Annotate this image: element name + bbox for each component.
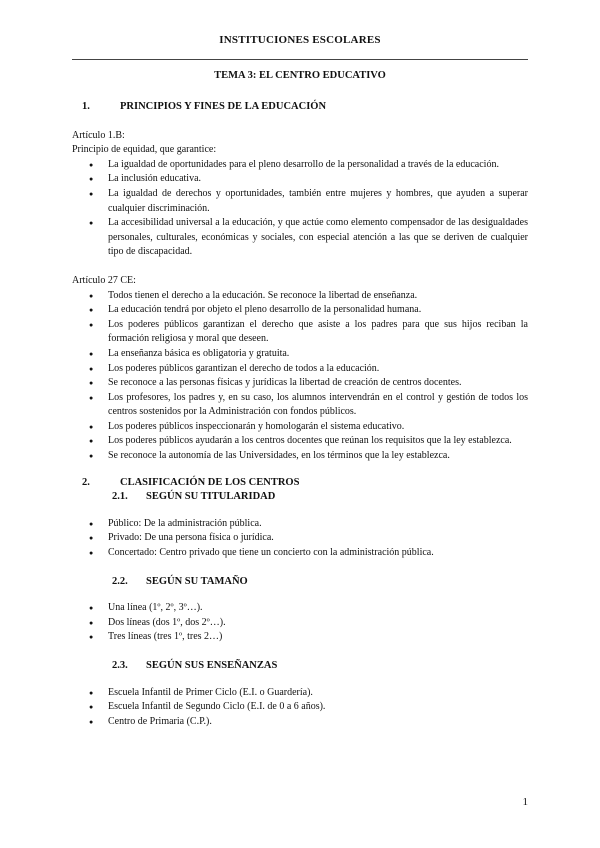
subsection-2-3-title: SEGÚN SUS ENSEÑANZAS: [146, 660, 278, 671]
list-item: ● Concertado: Centro privado que tiene un concierto con la administración pública.: [72, 546, 528, 561]
list-item: ● Los poderes públicos ayudarán a los centros docentes que reúnan los requisitos que la ley establezca.: [72, 434, 528, 449]
section-1-heading: [72, 100, 528, 115]
list-item: ● Todos tienen el derecho a la educación. Se reconoce la libertad de enseñanza.: [72, 289, 528, 304]
list-item: ● Centro de Primaria (C.P.).: [72, 715, 528, 730]
list-item: ● La inclusión educativa.: [72, 172, 528, 187]
ensenanzas-list: [72, 686, 528, 730]
article-27-label: Artículo 27 CE:: [72, 274, 136, 286]
subsection-2-1-number: 2.1.: [112, 491, 128, 503]
list-item: ● Público: De la administración pública.: [72, 517, 528, 532]
list-item: ● La igualdad de derechos y oportunidades, también entre mujeres y hombres, que ayuden a superar cualquier discriminación.: [72, 187, 528, 216]
list-item: ● Tres líneas (tres 1º, tres 2…): [72, 630, 528, 645]
section-1-number: 1.: [82, 101, 90, 112]
subsection-2-3-heading: [72, 659, 528, 674]
list-item: ● Los poderes públicos garantizan el derecho de todos a la educación.: [72, 362, 528, 377]
list-item: ● Dos líneas (dos 1º, dos 2º…).: [72, 616, 528, 631]
subsection-2-2-heading: [72, 575, 528, 590]
tamano-list: [72, 601, 528, 645]
subsection-2-1-heading: [72, 490, 528, 505]
section-2-number: 2.: [82, 476, 90, 488]
titularidad-list: [72, 517, 528, 561]
list-item: ● Los poderes públicos garantizan el derecho que asiste a los padres para que sus hijos reciban la formación religiosa y moral que deseen.: [72, 318, 528, 347]
list-item: ● La igualdad de oportunidades para el pleno desarrollo de la personalidad a través de la educación.: [72, 158, 528, 173]
list-item: ● La educación tendrá por objeto el pleno desarrollo de la personalidad humana.: [72, 303, 528, 318]
subsection-2-1-title: SEGÚN SU TITULARIDAD: [146, 491, 276, 503]
header-divider: [72, 59, 528, 60]
topic-title: TEMA 3: EL CENTRO EDUCATIVO: [214, 70, 386, 81]
subsection-2-3-number: 2.3.: [112, 660, 128, 671]
list-item: ● Los profesores, los padres y, en su caso, los alumnos intervendrán en el control y gestión de todos los centros sostenidos por la Administración con fondos públicos.: [72, 391, 528, 420]
article-1-label: Artículo 1.B:: [72, 129, 125, 141]
list-item: ● Privado: De una persona física o jurídica.: [72, 531, 528, 546]
list-item: ● Se reconoce la autonomía de las Universidades, en los términos que la ley establezca.: [72, 449, 528, 464]
article-1-list: [72, 158, 528, 260]
list-item: ● La accesibilidad universal a la educación, y que actúe como elemento compensador de las desigualdades personales, culturales, económicas y sociales, con especial atención a las que se deriven de cualquier tipo de discapacidad.: [72, 216, 528, 260]
list-item: ● Se reconoce a las personas físicas y jurídicas la libertad de creación de centros docentes.: [72, 376, 528, 391]
page-number: 1: [522, 796, 528, 808]
section-1-title: PRINCIPIOS Y FINES DE LA EDUCACIÓN: [120, 101, 327, 112]
subsection-2-2-number: 2.2.: [112, 575, 128, 587]
list-item: ● Una línea (1º, 2º, 3º…).: [72, 601, 528, 616]
subsection-2-2-title: SEGÚN SU TAMAÑO: [146, 575, 248, 587]
article-27-list: [72, 289, 528, 464]
list-item: ● Escuela Infantil de Segundo Ciclo (E.I. de 0 a 6 años).: [72, 700, 528, 715]
document-body: [72, 100, 528, 729]
section-2-title: CLASIFICACIÓN DE LOS CENTROS: [120, 476, 300, 488]
list-item: ● Escuela Infantil de Primer Ciclo (E.I. o Guardería).: [72, 686, 528, 701]
list-item: ● La enseñanza básica es obligatoria y gratuita.: [72, 347, 528, 362]
list-item: ● Los poderes públicos inspeccionarán y homologarán el sistema educativo.: [72, 420, 528, 435]
section-2-heading: [72, 476, 528, 491]
article-1-intro: Principio de equidad, que garantice:: [72, 144, 217, 156]
page-header: INSTITUCIONES ESCOLARES: [219, 34, 381, 46]
